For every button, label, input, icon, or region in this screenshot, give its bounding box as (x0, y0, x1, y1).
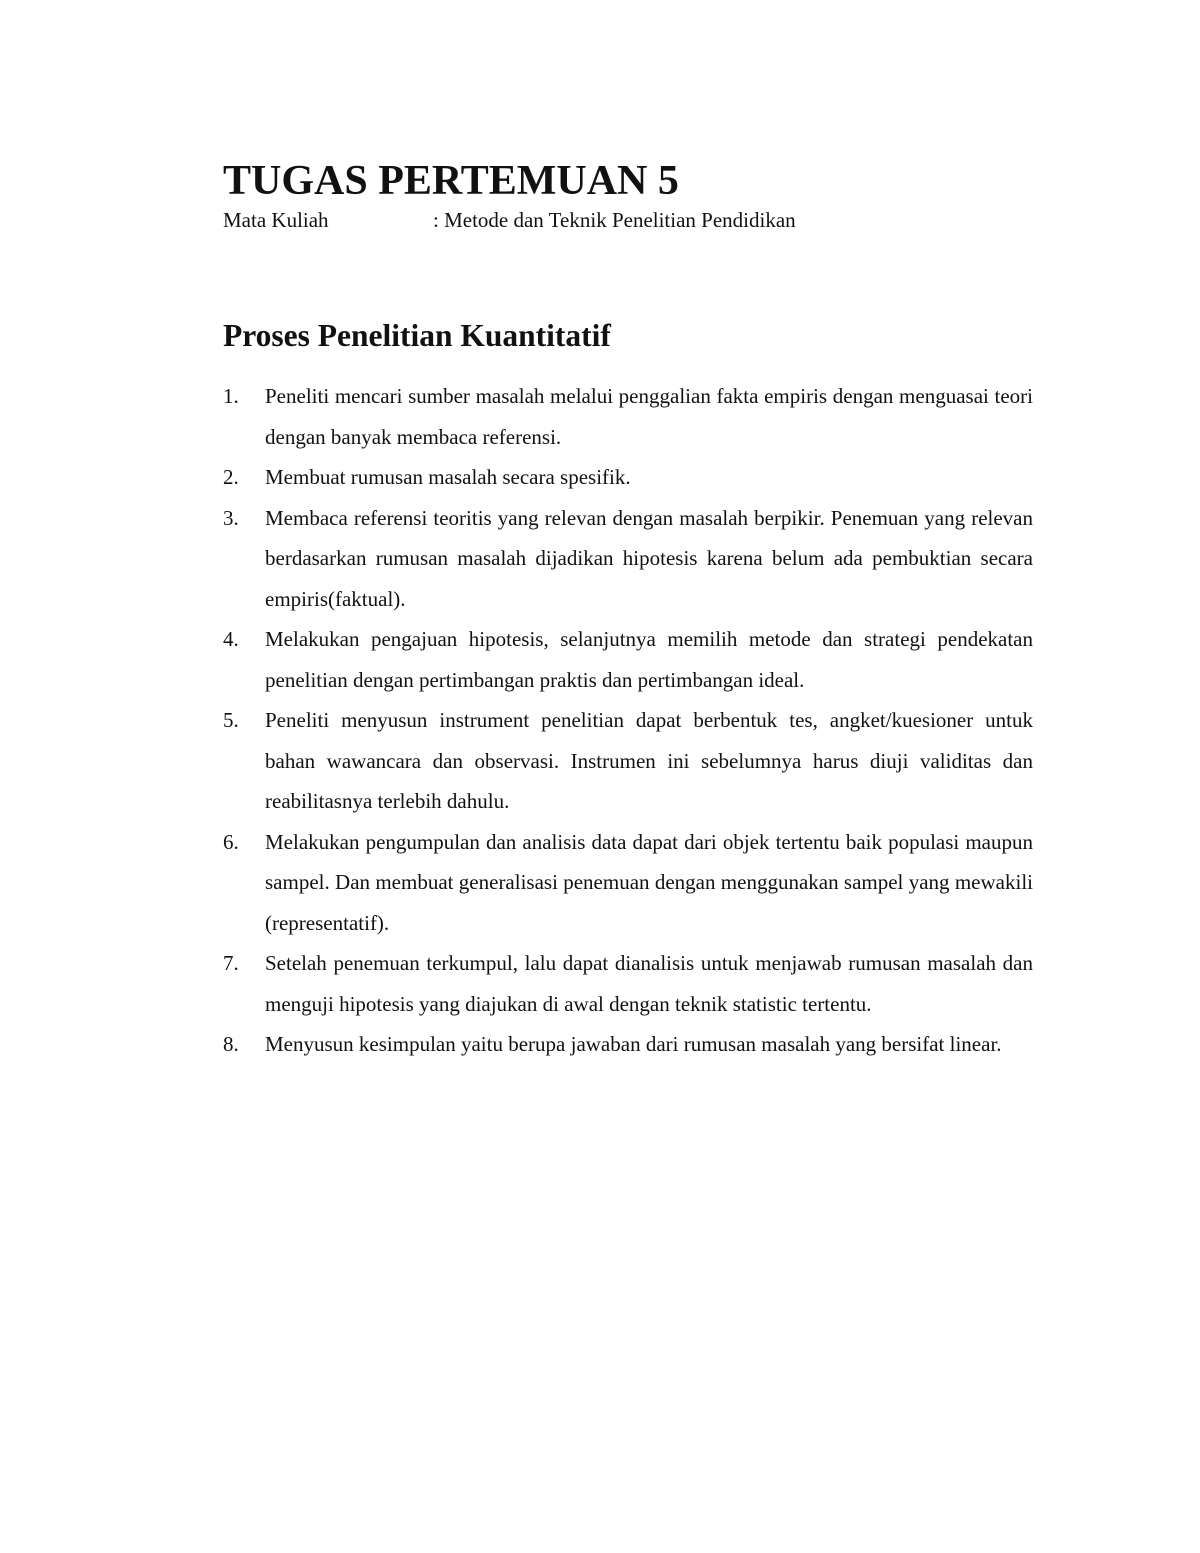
course-value: : Metode dan Teknik Penelitian Pendidikan (433, 208, 796, 232)
list-item (223, 822, 1033, 944)
course-row (223, 203, 1033, 237)
list-item-number: 6. (223, 829, 239, 854)
document-title: TUGAS PERTEMUAN 5 (223, 158, 679, 204)
steps-list (223, 376, 1033, 1065)
list-item-number: 2. (223, 465, 239, 489)
section-title: Proses Penelitian Kuantitatif (223, 318, 611, 353)
list-item (223, 619, 1033, 700)
list-item-text: Melakukan pengajuan hipotesis, selanjutnya memilih metode dan strategi pendekatan penelitian dengan pertimbangan praktis dan pertimbangan ideal. (265, 627, 1033, 692)
list-item (223, 376, 1033, 457)
list-item-text: Melakukan pengumpulan dan analisis data dapat dari objek tertentu baik populasi maupun sampel. Dan membuat generalisasi penemuan dengan menggunakan sampel yang mewakili (representatif). (265, 829, 1033, 935)
list-item-text: Peneliti menyusun instrument penelitian dapat berbentuk tes, angket/kuesioner untuk bahan wawancara dan observasi. Instrumen ini sebelumnya harus diuji validitas dan reabilitasnya terlebih dahulu. (265, 708, 1033, 813)
list-item-number: 7. (223, 951, 239, 975)
list-item-number: 5. (223, 708, 239, 732)
list-item-text: Membuat rumusan masalah secara spesifik. (265, 465, 631, 489)
list-item (223, 457, 1033, 498)
list-item-text: Membaca referensi teoritis yang relevan dengan masalah berpikir. Penemuan yang relevan berdasarkan rumusan masalah dijadikan hipotesis karena belum ada pembuktian secara empiris(faktual). (265, 505, 1033, 611)
list-item (223, 943, 1033, 1024)
list-item-number: 3. (223, 505, 239, 530)
list-item-text: Peneliti mencari sumber masalah melalui penggalian fakta empiris dengan menguasai teori dengan banyak membaca referensi. (265, 384, 1033, 449)
list-item (223, 498, 1033, 620)
list-item-text: Setelah penemuan terkumpul, lalu dapat dianalisis untuk menjawab rumusan masalah dan menguji hipotesis yang diajukan di awal dengan teknik statistic tertentu. (265, 951, 1033, 1016)
list-item-number: 4. (223, 627, 239, 651)
course-label: Mata Kuliah (223, 208, 329, 232)
document-page (223, 158, 1033, 1065)
list-item-text: Menyusun kesimpulan yaitu berupa jawaban dari rumusan masalah yang bersifat linear. (265, 1032, 1002, 1056)
list-item-number: 8. (223, 1032, 239, 1056)
list-item-number: 1. (223, 384, 239, 408)
list-item (223, 1024, 1033, 1065)
list-item (223, 700, 1033, 822)
